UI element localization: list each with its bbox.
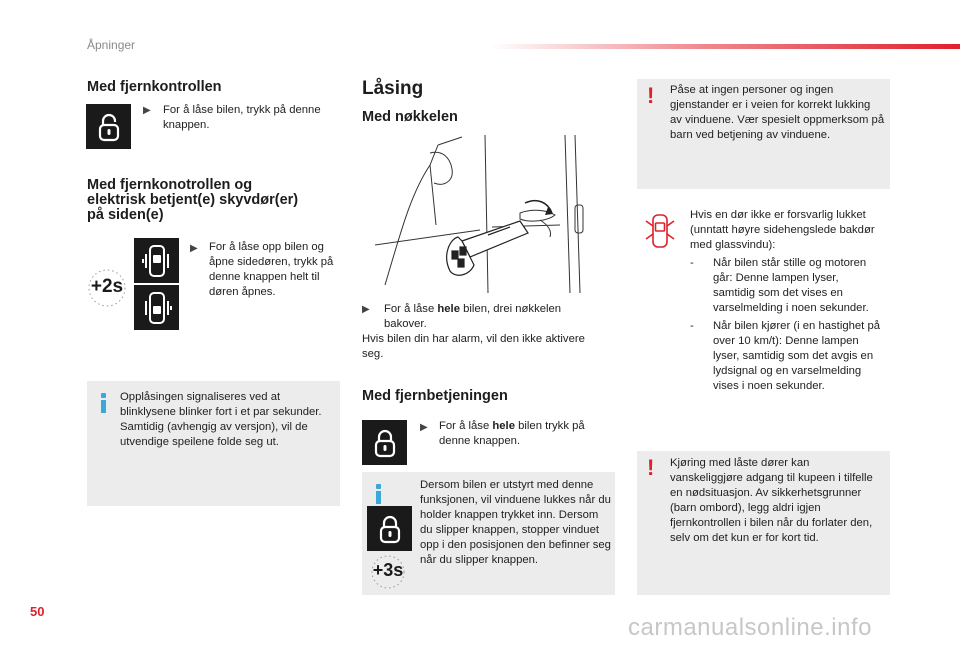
list-dash: - <box>690 320 694 332</box>
sliding-door-button-image <box>134 238 179 283</box>
lock-button-image <box>362 420 407 465</box>
info-box-windows <box>362 472 615 595</box>
sliding-door-icon <box>141 244 173 278</box>
page-heading: Låsing <box>362 78 424 99</box>
heading-remote-control: Med fjernbetjeningen <box>362 388 508 404</box>
warning-text: Påse at ingen personer og ingen gjenstander er i veien for korrekt lukking av vinduene. Vær spesielt oppmerksom på barn ved betjening av vinduene. <box>670 84 885 141</box>
timer-2s-icon <box>84 268 130 308</box>
list-dash: - <box>690 257 694 269</box>
section-title: Åpninger <box>87 38 136 52</box>
duration-label: +2s <box>90 276 124 297</box>
heading-remote-sliding-2: elektrisk betjent(e) skyvdør(er) <box>87 192 299 208</box>
warning-icon: ! <box>647 83 655 108</box>
heading-remote-sliding-1: Med fjernkonotrollen og <box>87 177 253 193</box>
heading-remote: Med fjernkontrollen <box>87 79 222 95</box>
key-lock-illustration <box>370 135 590 293</box>
info-icon <box>101 393 106 413</box>
warning-box-windows <box>637 79 890 189</box>
watermark: carmanualsonline.info <box>628 614 872 641</box>
remote-sliding-text: For å låse opp bilen og åpne sidedøren, trykk på denne knappen helt til døren åpnes. <box>209 241 334 298</box>
info-text: Dersom bilen er utstyrt med denne funksjonen, vil vinduene lukkes når du holder knappen trykket inn. Dersom du slipper knappen, stopper vinduet opp i den posisjonen den befinner seg når du slipper knappen. <box>420 479 611 566</box>
bullet-arrow: ▶ <box>143 105 151 116</box>
info-text: Opplåsingen signaliseres ved at blinklysene blinker fort i et par sekunder. Samtidig (avhengig av versjon), vil de utvendige speilene folde seg ut. <box>120 391 322 448</box>
heading-key: Med nøkkelen <box>362 109 458 125</box>
lock-button-image <box>367 506 412 551</box>
heading-remote-sliding-3: på siden(e) <box>87 207 164 223</box>
door-warning-item-2: Når bilen kjører (i en hastighet på over 10 km/t): Denne lampen lyser, samtidig som det avgis en lydsignal og en varselmelding vises i noen sekunder. <box>713 320 881 392</box>
sliding-door-icon <box>141 291 173 325</box>
info-icon <box>376 484 381 504</box>
key-alarm-text: Hvis bilen din har alarm, vil den ikke aktivere seg. <box>362 333 585 360</box>
header-accent-bar <box>490 44 960 49</box>
duration-label: +3s <box>372 560 404 580</box>
timer-3s-icon <box>365 554 411 590</box>
page-number: 50 <box>30 604 45 619</box>
door-open-warning-icon <box>642 212 678 250</box>
warning-icon: ! <box>647 455 655 480</box>
sliding-door-button-image-2 <box>134 285 179 330</box>
lock-icon <box>96 112 122 142</box>
warning-text: Kjøring med låste dører kan vanskeliggjøre adgang til kupeen i tilfelle en nødsituasjon. Av sikkerhetsgrunner (barn ombord), legg aldri igjen fjernkontrollen i bilen når du forlater den, selv om det kun er for kort tid. <box>670 457 873 544</box>
lock-icon <box>372 428 398 458</box>
door-warning-intro: Hvis en dør ikke er forsvarlig lukket (unntatt høyre sidehengslede bakdør med glassvindu): <box>690 209 875 251</box>
warning-box-locked-doors <box>637 451 890 595</box>
bullet-arrow: ▶ <box>190 243 198 254</box>
door-warning-item-1: Når bilen står stille og motoren går: Denne lampen lyser, samtidig som det vises en varselmelding i noen sekunder. <box>713 257 869 314</box>
bullet-arrow: ▶ <box>362 304 370 315</box>
remote-control-text: For å låse hele bilen trykk på denne knappen. <box>439 420 585 447</box>
remote-text: For å låse bilen, trykk på denne knappen. <box>163 104 321 131</box>
bullet-arrow: ▶ <box>420 422 428 433</box>
lock-icon <box>377 514 403 544</box>
key-text: For å låse hele bilen, drei nøkkelen bakover. <box>384 303 562 330</box>
lock-button-image <box>86 104 131 149</box>
info-box-unlocking <box>87 381 340 506</box>
